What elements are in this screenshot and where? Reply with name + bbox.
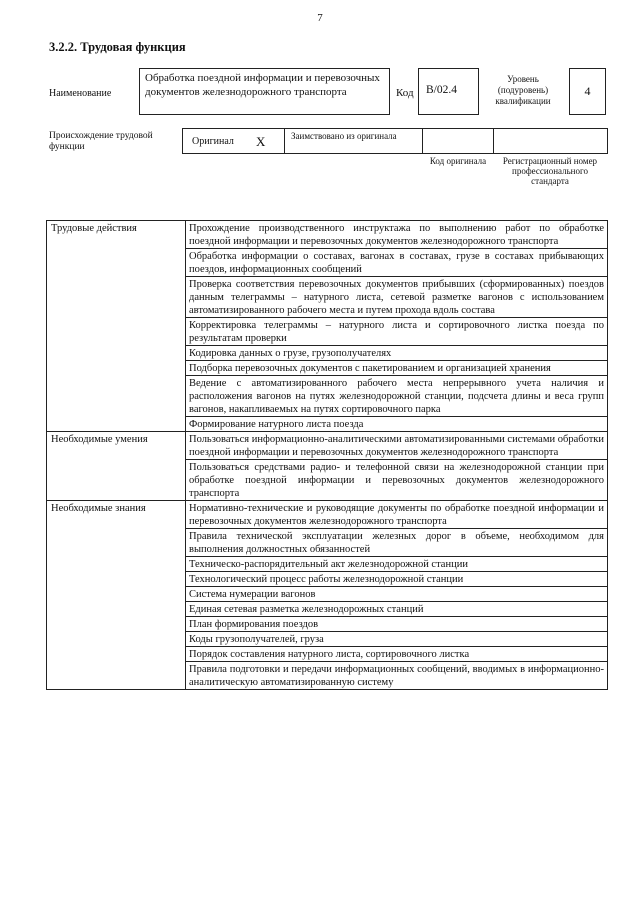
section-heading: Необходимые умения	[47, 432, 186, 501]
section-item: Система нумерации вагонов	[186, 587, 608, 602]
section-item: Коды грузополучателей, груза	[186, 632, 608, 647]
section-item: Правила технической эксплуатации железных дорог в объеме, необходимом для выполнения должностных обязанностей	[186, 529, 608, 557]
origin-label: Происхождение трудовой функции	[49, 131, 153, 152]
section-item: Единая сетевая разметка железнодорожных станций	[186, 602, 608, 617]
section-item: Ведение с автоматизированного рабочего места непрерывного учета наличия и расположения вагонов на путях железнодорожной станции, подсчета длины и веса групп вагонов, накапливаемых на путях сортировочного парка	[186, 376, 608, 417]
page-number: 7	[317, 12, 323, 24]
section-title: 3.2.2. Трудовая функция	[49, 40, 186, 54]
section-item: Техническо-распорядительный акт железнодорожной станции	[186, 557, 608, 572]
table-row	[47, 432, 608, 460]
original-label: Оригинал	[192, 136, 234, 147]
section-item: Прохождение производственного инструктажа по выполнению работ по обработке поездной информации и перевозочных документов железнодорожного транспорта	[186, 221, 608, 249]
section-item: Пользоваться информационно-аналитическими автоматизированными системами обработки поездной информации и перевозочных документов железнодорожного транспорта	[186, 432, 608, 460]
section-item: План формирования поездов	[186, 617, 608, 632]
registration-number-cell	[493, 128, 608, 154]
registration-caption: Регистрационный номер профессионального стандарта	[502, 156, 598, 186]
code-caption: Код оригинала	[429, 156, 487, 166]
section-item: Формирование натурного листа поезда	[186, 417, 608, 432]
section-item: Правила подготовки и передачи информационных сообщений, вводимых в информационно-аналитическую автоматизированную систему	[186, 662, 608, 690]
section-item: Пользоваться средствами радио- и телефонной связи на железнодорожной станции при обработке поездной информации и перевозочных документов железнодорожного транспорта	[186, 460, 608, 501]
level-value-box: 4	[569, 68, 606, 115]
section-item: Кодировка данных о грузе, грузополучателях	[186, 346, 608, 361]
original-mark: X	[256, 134, 266, 149]
section-item: Технологический процесс работы железнодорожной станции	[186, 572, 608, 587]
section-item: Обработка информации о составах, вагонах в составах, грузе в составах прибывающих поездов, информационных сообщений	[186, 249, 608, 277]
borrowed-cell: Заимствовано из оригинала	[284, 128, 423, 154]
level-label: Уровень (подуровень) квалификации	[495, 74, 551, 106]
original-cell	[182, 128, 285, 154]
code-label: Код	[396, 87, 414, 99]
name-label: Наименование	[49, 88, 112, 99]
table-row	[47, 221, 608, 249]
table-row	[47, 501, 608, 529]
section-heading: Необходимые знания	[47, 501, 186, 690]
section-item: Порядок составления натурного листа, сортировочного листка	[186, 647, 608, 662]
function-table	[46, 220, 608, 690]
section-item: Нормативно-технические и руководящие документы по обработке поездной информации и перевозочных документов железнодорожного транспорта	[186, 501, 608, 529]
section-item: Подборка перевозочных документов с пакетированием и организацией хранения	[186, 361, 608, 376]
function-name-box: Обработка поездной информации и перевозочных документов железнодорожного транспорта	[139, 68, 390, 115]
code-value-box: В/02.4	[418, 68, 479, 115]
section-item: Проверка соответствия перевозочных документов прибывших (сформированных) поездов данным телеграммы – натурного листа, сетевой разметке вагонов с использованием автоматизированного рабочего места и путем прохода вдоль состава	[186, 277, 608, 318]
original-code-cell	[422, 128, 494, 154]
section-heading: Трудовые действия	[47, 221, 186, 432]
section-item: Корректировка телеграммы – натурного листа и сортировочного листка поезда по результатам проверки	[186, 318, 608, 346]
